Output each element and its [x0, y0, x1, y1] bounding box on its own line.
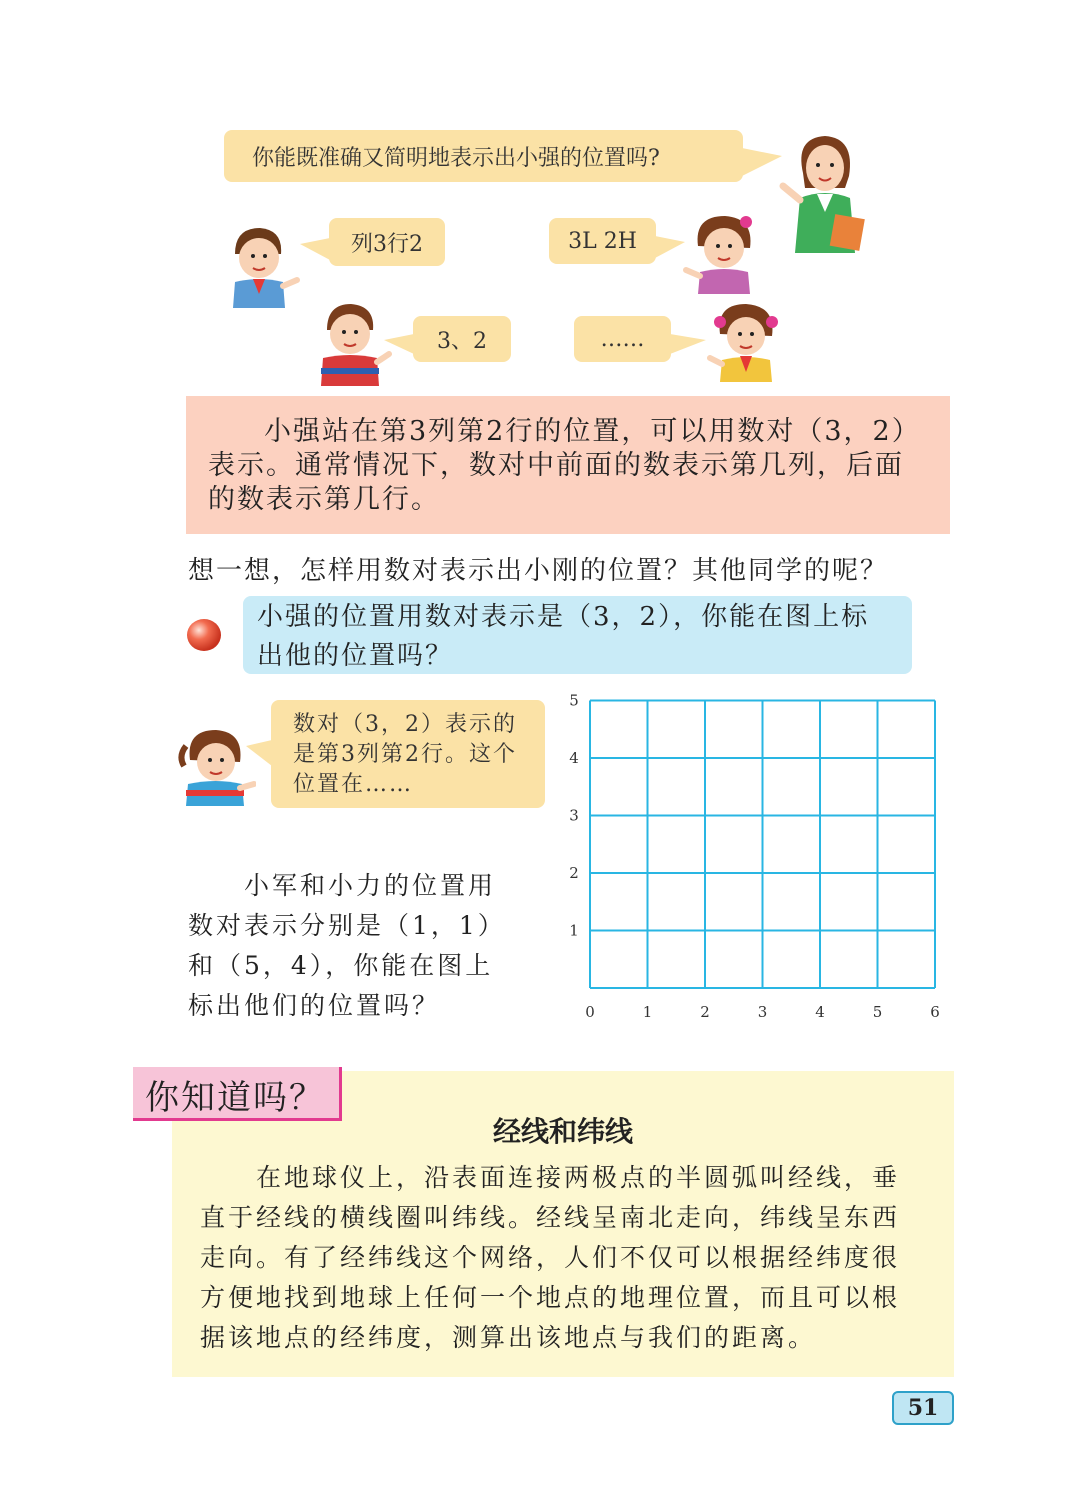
know-line-1: 在地球仪上，沿表面连接两极点的半圆弧叫经线，垂 — [256, 1163, 901, 1192]
page-number: 51 — [892, 1391, 954, 1425]
task-line-2: 出他的位置吗？ — [257, 641, 454, 671]
task-box — [243, 596, 912, 674]
red-ball-icon — [186, 618, 222, 652]
speech-bubble-4 — [574, 316, 671, 362]
bubble-2-text: 3L 2H — [568, 228, 637, 254]
y-tick-3: 3 — [569, 806, 579, 825]
speech-bubble-1 — [329, 218, 445, 266]
know-line-5: 据该地点的经纬度，测算出该地点与我们的距离。 — [200, 1323, 817, 1352]
hint-bubble — [271, 700, 545, 808]
did-you-know-label-text: 你知道吗？ — [145, 1078, 325, 1118]
exercise-line-4: 标出他们的位置吗？ — [188, 991, 441, 1020]
task-line-1: 小强的位置用数对表示是（3，2），你能在图上标 — [257, 602, 870, 632]
explanation-line-1: 小强站在第3列第2行的位置，可以用数对（3，2） — [264, 416, 921, 447]
hint-line-1: 数对（3，2）表示的 — [293, 712, 517, 737]
x-tick-5: 5 — [872, 1003, 883, 1021]
boy-illustration-2 — [315, 300, 395, 386]
know-line-2: 直于经线的横线圈叫纬线。经线呈南北走向，纬线呈东西 — [200, 1203, 901, 1232]
explanation-line-3: 的数表示第几行。 — [208, 484, 440, 515]
exercise-line-2: 数对表示分别是（1，1） — [188, 911, 506, 940]
bubble-3-text: 3、2 — [437, 328, 487, 354]
y-tick-5: 5 — [569, 691, 579, 710]
exercise-text — [188, 866, 506, 1026]
hint-line-3: 位置在…… — [293, 772, 414, 797]
hint-line-2: 是第3列第2行。这个 — [293, 742, 517, 767]
bubble-3-tail — [384, 334, 414, 354]
know-line-4: 方便地找到地球上任何一个地点的地理位置，而且可以根 — [200, 1283, 901, 1312]
girl-illustration-1 — [680, 210, 770, 295]
x-tick-2: 2 — [700, 1003, 710, 1021]
bubble-1-text: 列3行2 — [351, 231, 423, 257]
hint-bubble-tail — [246, 740, 272, 766]
explanation-box — [186, 396, 950, 534]
girl-illustration-2 — [706, 300, 786, 382]
explanation-line-2: 表示。通常情况下，数对中前面的数表示第几列，后面 — [208, 450, 904, 481]
y-tick-1: 1 — [569, 921, 579, 940]
think-question: 想一想，怎样用数对表示出小刚的位置？其他同学的呢？ — [188, 556, 889, 586]
girl-illustration-3 — [178, 726, 256, 806]
did-you-know-title: 经线和纬线 — [492, 1115, 633, 1148]
bubble-4-tail — [670, 334, 706, 354]
speech-bubble-3 — [413, 316, 511, 362]
x-tick-3: 3 — [757, 1003, 768, 1021]
teacher-speech-bubble — [224, 130, 743, 182]
speech-bubble-2 — [549, 218, 656, 264]
boy-illustration-1 — [225, 224, 305, 309]
teacher-question: 你能既准确又简明地表示出小强的位置吗? — [252, 145, 660, 171]
y-tick-2: 2 — [569, 864, 579, 882]
x-tick-1: 1 — [642, 1003, 653, 1021]
bubble-1-tail — [300, 238, 330, 260]
x-tick-0: 0 — [585, 1003, 595, 1021]
y-tick-4: 4 — [569, 749, 579, 767]
x-tick-6: 6 — [930, 1003, 940, 1021]
x-tick-4: 4 — [815, 1003, 825, 1021]
did-you-know-body — [200, 1158, 932, 1358]
know-line-3: 走向。有了经纬线这个网络，人们不仅可以根据经纬度很 — [200, 1243, 901, 1272]
exercise-line-3: 和（5，4），你能在图上 — [188, 951, 494, 980]
coordinate-grid — [560, 690, 960, 1030]
exercise-line-1: 小军和小力的位置用 — [244, 871, 497, 900]
bubble-4-text: …… — [600, 326, 645, 352]
teacher-illustration — [775, 128, 875, 258]
